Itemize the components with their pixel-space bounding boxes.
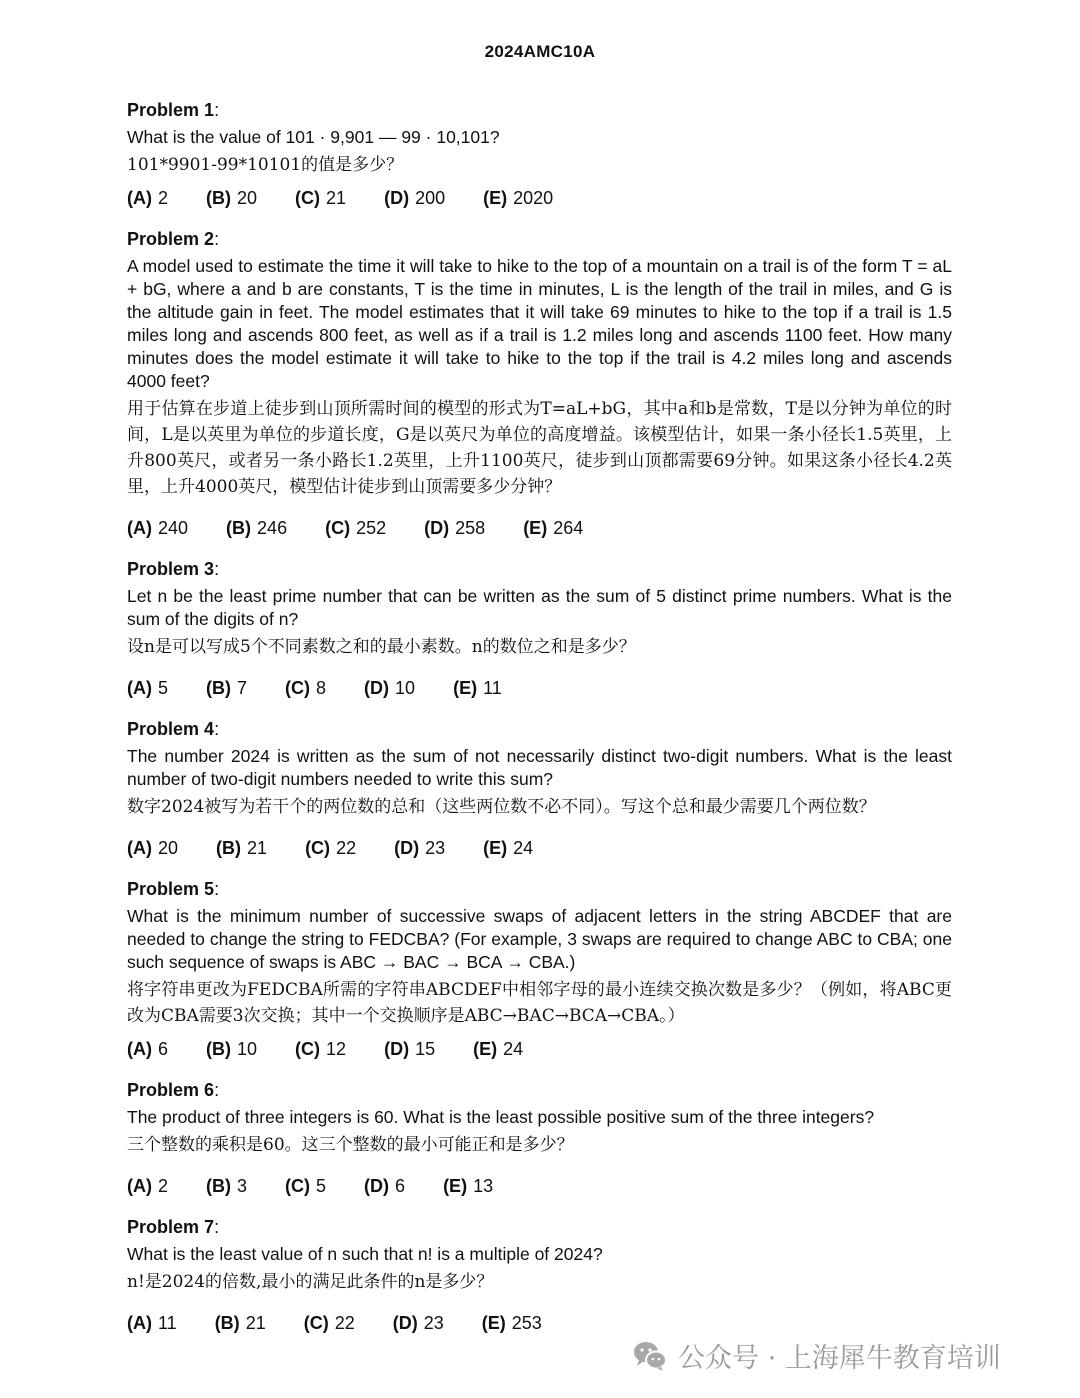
choice-a (127, 1037, 168, 1061)
problem-text-zh: 101*9901-99*10101的值是多少？ (127, 155, 404, 175)
choice-letter: (A) (127, 1313, 152, 1333)
choice-letter: (D) (394, 838, 420, 858)
choice-letter: (D) (392, 1313, 418, 1333)
problem-text-zh: 三个整数的乘积是60。这三个整数的最小可能正和是多少？ (127, 1135, 574, 1155)
choice-d (364, 676, 415, 700)
choice-b (206, 186, 257, 210)
problem-heading: Problem 1: (127, 100, 220, 120)
choice-b (206, 1037, 257, 1061)
choice-letter: (C) (285, 1176, 311, 1196)
choice-e (473, 1037, 523, 1061)
choice-c (295, 186, 346, 210)
choice-b (226, 516, 287, 540)
choice-value: 253 (511, 1313, 542, 1333)
watermark (632, 1336, 1001, 1375)
choice-e (523, 516, 583, 540)
choice-value: 6 (395, 1176, 406, 1196)
problem-text-en: The number 2024 is written as the sum of not necessarily distinct two-digit numbers. What is the least number of two-digit numbers needed to write this sum? (127, 746, 952, 789)
problem-2 (127, 227, 952, 540)
problem-number: 3 (204, 559, 215, 579)
choice-letter: (D) (424, 518, 450, 538)
wechat-icon (632, 1340, 668, 1372)
problem-heading: Problem 3: (127, 559, 220, 579)
answer-choices (127, 1174, 952, 1198)
choice-letter: (A) (127, 1039, 152, 1059)
problem-heading: Problem 7: (127, 1217, 220, 1237)
choice-value: 258 (455, 518, 486, 538)
choice-letter: (E) (523, 518, 548, 538)
choice-c (305, 836, 356, 860)
problem-number: 4 (204, 719, 215, 739)
choice-letter: (E) (443, 1176, 468, 1196)
problem-5 (127, 877, 952, 1061)
choice-value: 24 (513, 838, 534, 858)
problem-text-zh: 设n是可以写成5个不同素数之和的最小素数。n的数位之和是多少？ (127, 637, 636, 657)
choice-value: 7 (237, 678, 248, 698)
choice-letter: (C) (305, 838, 331, 858)
choice-a (127, 516, 188, 540)
answer-choices (127, 516, 952, 540)
problem-text-zh: n!是2024的倍数,最小的满足此条件的n是多少？ (127, 1272, 494, 1292)
choice-letter: (D) (384, 1039, 410, 1059)
problem-label: Problem (127, 559, 200, 579)
choice-value: 13 (473, 1176, 494, 1196)
problem-number: 6 (204, 1080, 215, 1100)
watermark-text: 公众号 · 上海犀牛教育培训 (678, 1343, 1001, 1374)
answer-choices (127, 1037, 952, 1061)
choice-e (483, 836, 533, 860)
problem-heading: Problem 2: (127, 229, 220, 249)
choice-value: 10 (395, 678, 416, 698)
choice-letter: (C) (303, 1313, 329, 1333)
choice-c (325, 516, 386, 540)
problem-text-en: Let n be the least prime number that can be written as the sum of 5 distinct prime numbers. What is the sum of the digits of n? (127, 586, 952, 629)
choice-letter: (E) (481, 1313, 506, 1333)
choice-value: 200 (415, 188, 446, 208)
answer-choices (127, 836, 952, 860)
choice-letter: (C) (325, 518, 351, 538)
choice-letter: (B) (214, 1313, 240, 1333)
problem-label: Problem (127, 879, 200, 899)
choice-d (384, 186, 445, 210)
choice-d (384, 1037, 435, 1061)
choice-value: 24 (503, 1039, 524, 1059)
choice-c (285, 1174, 326, 1198)
choice-e (453, 676, 502, 700)
choice-letter: (D) (364, 1176, 390, 1196)
choice-d (364, 1174, 405, 1198)
choice-d (424, 516, 485, 540)
problem-heading: Problem 6: (127, 1080, 220, 1100)
problem-text-en: The product of three integers is 60. What is the least possible positive sum of the three integers? (127, 1107, 875, 1127)
choice-letter: (D) (384, 188, 410, 208)
choice-letter: (A) (127, 188, 152, 208)
choice-value: 252 (356, 518, 387, 538)
choice-value: 21 (245, 1313, 266, 1333)
problem-text-en: What is the minimum number of successive swaps of adjacent letters in the string ABCDEF that are needed to change the string to FEDCBA? (For example, 3 swaps are required to change ABC to CBA; one such sequence of swaps is ABC → BAC → BCA → CBA.) (127, 906, 952, 972)
choice-letter: (E) (483, 838, 508, 858)
choice-b (206, 676, 247, 700)
problem-1 (127, 98, 952, 210)
choice-value: 11 (483, 678, 502, 698)
problem-number: 1 (204, 100, 215, 120)
choice-value: 3 (237, 1176, 248, 1196)
choice-value: 23 (423, 1313, 444, 1333)
choice-letter: (E) (453, 678, 478, 698)
choice-letter: (C) (295, 188, 321, 208)
choice-value: 2 (158, 1176, 169, 1196)
choice-value: 23 (425, 838, 446, 858)
problem-label: Problem (127, 719, 200, 739)
problem-label: Problem (127, 100, 200, 120)
answer-choices (127, 1311, 952, 1335)
answer-choices (127, 676, 952, 700)
choice-value: 246 (257, 518, 288, 538)
choice-a (127, 836, 178, 860)
choice-letter: (A) (127, 838, 152, 858)
choice-value: 15 (415, 1039, 436, 1059)
choice-letter: (B) (226, 518, 252, 538)
choice-a (127, 1311, 177, 1335)
problem-7 (127, 1215, 952, 1335)
problem-label: Problem (127, 1080, 200, 1100)
problem-number: 5 (204, 879, 215, 899)
choice-letter: (B) (206, 1176, 232, 1196)
problem-text-en: What is the least value of n such that n! is a multiple of 2024? (127, 1244, 603, 1264)
choice-e (483, 186, 553, 210)
choice-letter: (A) (127, 678, 152, 698)
choice-e (443, 1174, 493, 1198)
problem-list (127, 98, 952, 1352)
choice-value: 11 (158, 1313, 177, 1333)
choice-value: 20 (158, 838, 179, 858)
choice-letter: (B) (216, 838, 242, 858)
problem-label: Problem (127, 1217, 200, 1237)
choice-value: 21 (326, 188, 347, 208)
choice-value: 22 (334, 1313, 355, 1333)
choice-b (206, 1174, 247, 1198)
choice-b (215, 1311, 266, 1335)
choice-letter: (D) (364, 678, 390, 698)
choice-value: 8 (316, 678, 327, 698)
choice-c (304, 1311, 355, 1335)
choice-value: 10 (237, 1039, 258, 1059)
choice-a (127, 1174, 168, 1198)
choice-value: 2020 (513, 188, 554, 208)
choice-letter: (E) (483, 188, 508, 208)
choice-letter: (C) (285, 678, 311, 698)
choice-value: 12 (326, 1039, 347, 1059)
choice-c (295, 1037, 346, 1061)
choice-a (127, 186, 168, 210)
choice-a (127, 676, 168, 700)
choice-letter: (A) (127, 1176, 152, 1196)
problem-3 (127, 557, 952, 700)
choice-value: 20 (237, 188, 258, 208)
choice-letter: (E) (473, 1039, 498, 1059)
choice-d (393, 1311, 444, 1335)
document-title: 2024AMC10A (484, 42, 596, 61)
choice-letter: (B) (206, 1039, 232, 1059)
problem-heading: Problem 4: (127, 719, 220, 739)
problem-text-en: A model used to estimate the time it will take to hike to the top of a mountain on a trail is of the form T = aL + bG, where a and b are constants, T is the time in minutes, L is the length of the trail in miles, and G is the altitude gain in feet. The model estimates that it will take 69 minutes to hike to the top if a trail is 1.5 miles long and ascends 800 feet, as well as if a trail is 1.2 miles long and ascends 1100 feet. How many minutes does the model estimate it will take to hike to the top if the trail is 4.2 miles long and ascends 4000 feet? (127, 256, 952, 391)
choice-d (394, 836, 445, 860)
choice-value: 264 (553, 518, 584, 538)
problem-heading: Problem 5: (127, 879, 220, 899)
choice-c (285, 676, 326, 700)
choice-value: 5 (158, 678, 169, 698)
problem-number: 2 (204, 229, 215, 249)
choice-value: 2 (158, 188, 169, 208)
choice-e (482, 1311, 542, 1335)
problem-6 (127, 1078, 952, 1198)
choice-value: 22 (336, 838, 357, 858)
answer-choices (127, 186, 952, 210)
problem-text-zh: 用于估算在步道上徒步到山顶所需时间的模型的形式为T=aL+bG，其中a和b是常数，T是以分钟为单位的时间，L是以英里为单位的步道长度，G是以英尺为单位的高度增益。该模型估计，如果一条小径长1.5英里，上升800英尺，或者另一条小路长1.2英里，上升1100英尺，徒步到山顶都需要69分钟。如果这条小径长4.2英里，上升4000英尺，模型估计徒步到山顶需要多少分钟？ (127, 399, 952, 497)
problem-text-zh: 数字2024被写为若干个的两位数的总和（这些两位数不必不同）。写这个总和最少需要几个两位数？ (127, 797, 876, 817)
choice-letter: (B) (206, 188, 232, 208)
problem-4 (127, 717, 952, 860)
choice-letter: (B) (206, 678, 232, 698)
choice-letter: (A) (127, 518, 152, 538)
choice-value: 21 (247, 838, 268, 858)
problem-number: 7 (204, 1217, 215, 1237)
problem-text-zh: 将字符串更改为FEDCBA所需的字符串ABCDEF中相邻字母的最小连续交换次数是多少？（例如，将ABC更改为CBA需要3次交换；其中一个交换顺序是ABC→BAC→BCA→CBA。） (127, 980, 952, 1026)
problem-text-en: What is the value of 101 · 9,901 — 99 · 10,101? (127, 127, 500, 147)
problem-label: Problem (127, 229, 200, 249)
choice-value: 5 (316, 1176, 327, 1196)
choice-letter: (C) (295, 1039, 321, 1059)
choice-b (216, 836, 267, 860)
choice-value: 240 (158, 518, 189, 538)
choice-value: 6 (158, 1039, 169, 1059)
